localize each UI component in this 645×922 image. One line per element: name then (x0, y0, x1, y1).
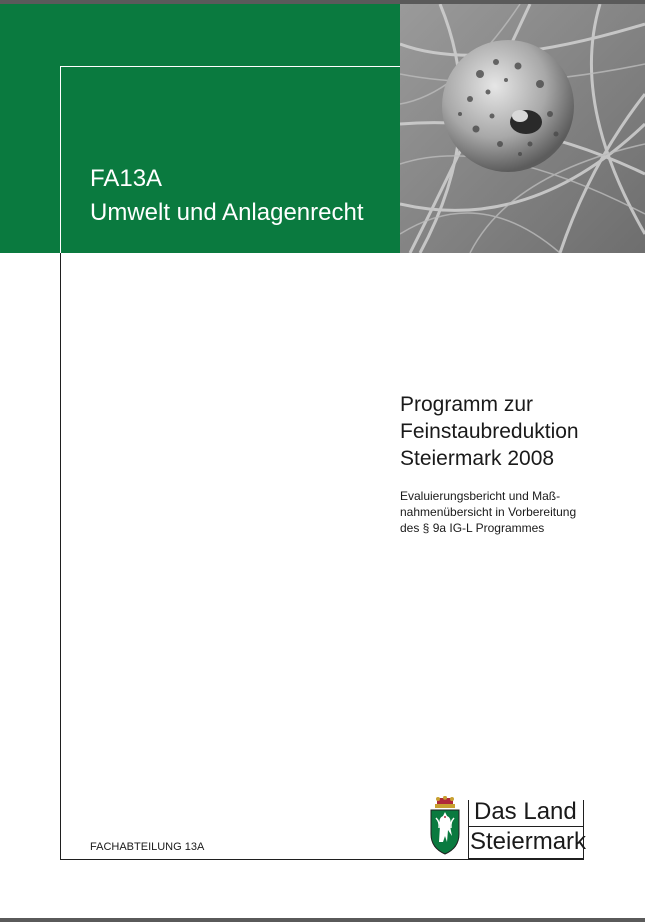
logo-text-steiermark: Steiermark (470, 828, 587, 855)
title-line: Programm zur (400, 393, 534, 416)
das-land-steiermark-logo (428, 796, 588, 862)
title-line: Feinstaubreduktion (400, 420, 579, 443)
department-code: FA13A (90, 165, 163, 192)
logo-divider (468, 826, 584, 827)
subtitle-line: nahmenübersicht in Vorbereitung (400, 505, 577, 519)
subtitle-line: Evaluierungsbericht und Maß- (400, 489, 561, 503)
logo-text-das-land: Das Land (474, 798, 577, 825)
subtitle-line: des § 9a IG-L Programmes (400, 521, 545, 535)
bottom-rule (0, 918, 645, 922)
particle-image (400, 4, 645, 253)
coat-of-arms-icon (428, 796, 462, 856)
microscope-particle-photo (400, 4, 645, 253)
document-title (400, 391, 630, 472)
frame-left-line-header (60, 66, 61, 253)
department-name: Umwelt und Anlagenrecht (90, 199, 364, 226)
title-line: Steiermark 2008 (400, 447, 555, 470)
footer-department-label: FACHABTEILUNG 13A (90, 841, 205, 853)
frame-top-line (60, 66, 400, 67)
document-subtitle (400, 488, 630, 536)
